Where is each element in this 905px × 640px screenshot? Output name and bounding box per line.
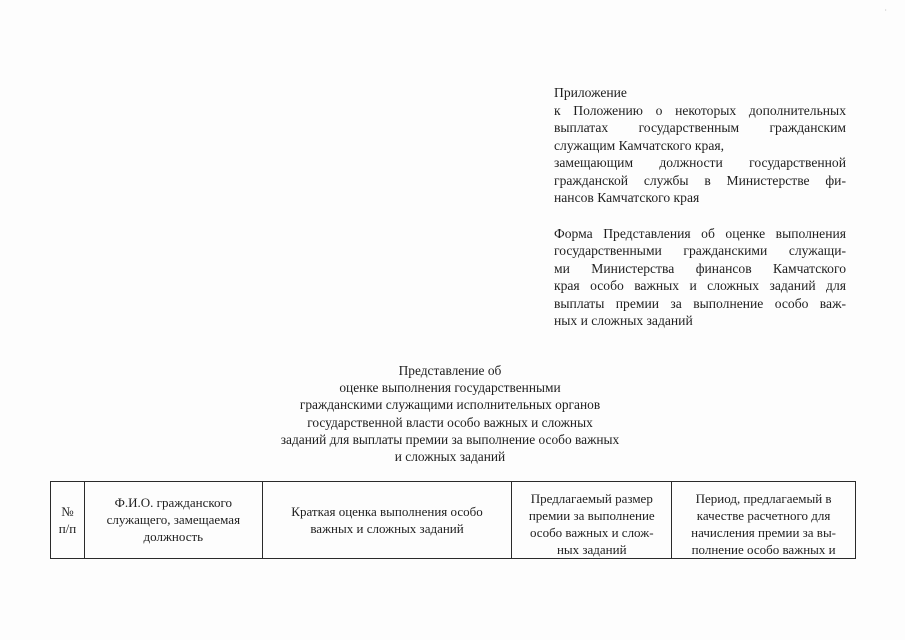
header-line: важных и сложных заданий xyxy=(310,521,464,536)
title-line: государственной власти особо важных и сложных xyxy=(307,414,593,430)
header-line: Ф.И.О. гражданского xyxy=(114,495,233,510)
scan-mark: · xyxy=(884,6,887,15)
header-line: Краткая оценка выполнения особо xyxy=(291,504,483,519)
annex-ref-line: к Положению о некоторых дополнительных xyxy=(554,102,846,118)
annex-ref-line: нансов Камчатского края xyxy=(554,190,700,205)
assessment-table xyxy=(50,481,856,559)
header-line: качестве расчетного для xyxy=(696,508,831,523)
title-line: и сложных заданий xyxy=(394,449,506,465)
form-line: государственными гражданскими служащи- xyxy=(554,243,846,258)
annex-ref-line: служащим Камчатского края, xyxy=(554,137,725,153)
header-line: служащего, замещаемая xyxy=(106,512,241,527)
annex-ref-line: выплатах государственным гражданским xyxy=(554,120,846,135)
header-line: премии за выполнение xyxy=(528,508,655,523)
title-line: оценке выполнения государственными xyxy=(339,380,561,396)
header-line: начисления премии за вы- xyxy=(691,525,837,540)
header-fio xyxy=(84,482,262,559)
header-line: Предлагаемый размер xyxy=(530,491,653,506)
annex-label: Приложение xyxy=(554,85,627,100)
document-title xyxy=(240,362,660,465)
header-number xyxy=(51,482,85,559)
form-line: края особо важных и сложных заданий для xyxy=(554,278,846,293)
header-line: № xyxy=(61,504,74,519)
table-header-row xyxy=(51,482,856,559)
title-line: Представление об xyxy=(398,363,502,378)
header-line: особо важных и слож- xyxy=(529,525,654,540)
header-period xyxy=(672,482,856,559)
title-line: заданий для выплаты премии за выполнение особо важных xyxy=(280,431,620,447)
form-line: Форма Представления об оценке выполнения xyxy=(554,225,846,241)
header-line: Период, предлагаемый в xyxy=(695,491,832,506)
header-assessment xyxy=(262,482,512,559)
header-line: п/п xyxy=(58,521,77,536)
form-line: ми Министерства финансов Камчатского xyxy=(554,260,846,276)
annex-gap xyxy=(554,207,846,225)
header-line: ных заданий xyxy=(556,542,627,557)
title-line: гражданскими служащими исполнительных органов xyxy=(299,397,601,413)
annex-ref-line: гражданской службы в Министерстве фи- xyxy=(554,172,846,188)
header-line: полнение особо важных и xyxy=(691,542,836,557)
header-bonus-size xyxy=(512,482,672,559)
form-line: ных и сложных заданий xyxy=(554,313,693,328)
form-line: выплаты премии за выполнение особо важ- xyxy=(554,295,846,311)
header-line: должность xyxy=(143,529,204,544)
annex-ref-line: замещающим должности государственной xyxy=(554,155,846,170)
annex-block xyxy=(554,84,846,330)
